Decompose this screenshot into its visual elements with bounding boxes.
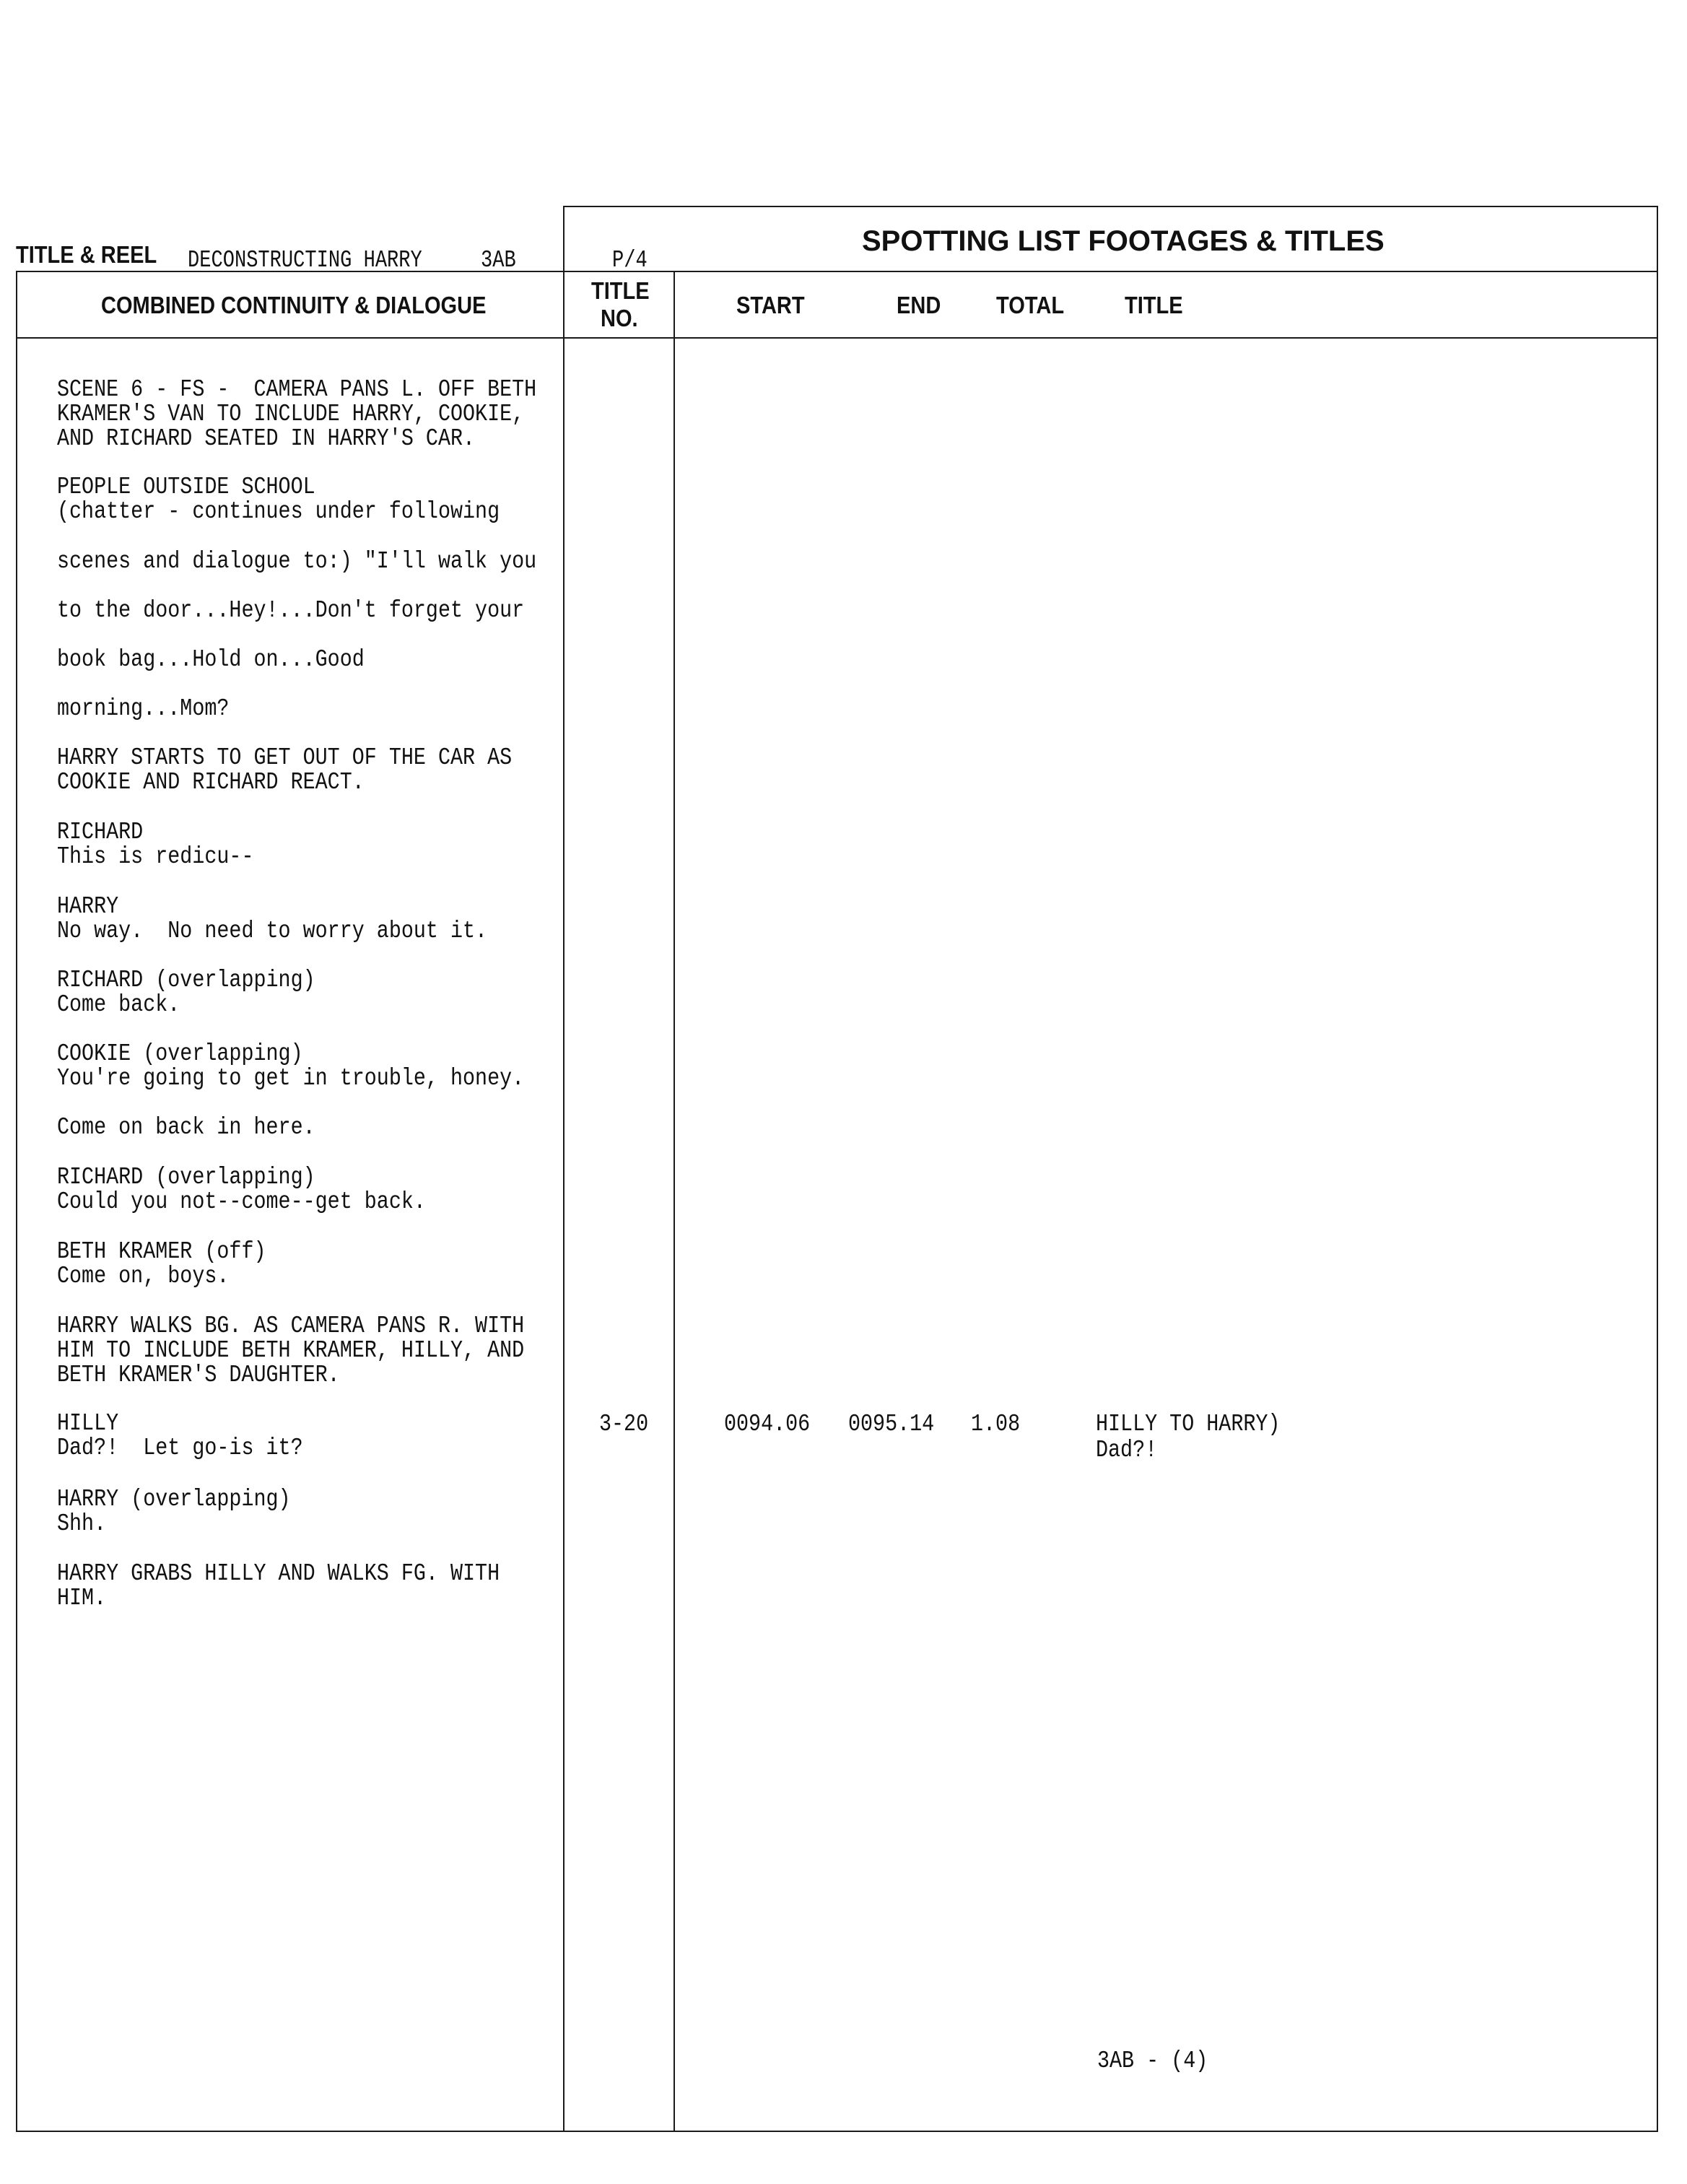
- continuity-block: book bag...Hold on...Good: [57, 646, 365, 673]
- film-title: DECONSTRUCTING HARRY: [188, 247, 422, 274]
- column-header-title: TITLE: [1125, 292, 1183, 318]
- title-no-column-right-border: [674, 271, 675, 2132]
- continuity-block: HARRY No way. No need to worry about it.: [57, 893, 488, 944]
- continuity-block: PEOPLE OUTSIDE SCHOOL (chatter - continues under following: [57, 474, 500, 525]
- spotting-total: 1.08: [971, 1411, 1021, 1437]
- continuity-block: BETH KRAMER (off) Come on, boys.: [57, 1238, 266, 1289]
- column-header-title-no-line2: NO.: [601, 305, 638, 331]
- continuity-block: HARRY WALKS BG. AS CAMERA PANS R. WITH HIM TO INCLUDE BETH KRAMER, HILLY, AND BETH KRAMER'S DAUGHTER.: [57, 1313, 525, 1388]
- spotting-list-heading: SPOTTING LIST FOOTAGES & TITLES: [862, 225, 1385, 257]
- right-border: [1657, 206, 1658, 2132]
- bottom-border: [16, 2131, 1658, 2132]
- continuity-block: SCENE 6 - FS - CAMERA PANS L. OFF BETH KRAMER'S VAN TO INCLUDE HARRY, COOKIE, AND RICHARD SEATED IN HARRY'S CAR.: [57, 376, 537, 452]
- column-header-total: TOTAL: [996, 292, 1065, 318]
- continuity-block: HARRY (overlapping) Shh.: [57, 1486, 291, 1537]
- spotting-title-no: 3-20: [599, 1411, 649, 1437]
- header-box-top-border: [563, 206, 1658, 207]
- reel-code: 3AB: [481, 247, 516, 274]
- column-header-continuity: COMBINED CONTINUITY & DIALOGUE: [101, 292, 487, 318]
- continuity-block: to the door...Hey!...Don't forget your: [57, 597, 525, 624]
- page-footer-code: 3AB - (4): [1097, 2048, 1208, 2074]
- header-row-bottom-border: [16, 337, 1658, 339]
- title-reel-label: TITLE & REEL: [16, 241, 157, 268]
- header-box-left-border: [563, 206, 564, 271]
- title-no-column-left-border: [563, 271, 564, 2132]
- spotting-end: 0095.14: [848, 1411, 935, 1437]
- continuity-block: HARRY STARTS TO GET OUT OF THE CAR AS COOKIE AND RICHARD REACT.: [57, 744, 513, 796]
- continuity-block: scenes and dialogue to:) "I'll walk you: [57, 548, 537, 575]
- continuity-block: HILLY Dad?! Let go-is it?: [57, 1410, 303, 1461]
- column-header-title-no-line1: TITLE: [591, 277, 650, 304]
- spotting-start: 0094.06: [724, 1411, 811, 1437]
- continuity-block: HARRY GRABS HILLY AND WALKS FG. WITH HIM.: [57, 1560, 500, 1611]
- column-header-start: START: [736, 292, 805, 318]
- continuity-block: morning...Mom?: [57, 695, 230, 722]
- column-header-end: END: [897, 292, 941, 318]
- page-number: P/4: [612, 247, 648, 274]
- continuity-block: RICHARD (overlapping) Come back.: [57, 967, 315, 1018]
- continuity-block: COOKIE (overlapping) You're going to get in trouble, honey.: [57, 1040, 525, 1092]
- spotting-title-text: HILLY TO HARRY) Dad?!: [1096, 1411, 1281, 1463]
- continuity-block: RICHARD (overlapping) Could you not--come--get back.: [57, 1164, 426, 1215]
- left-border: [16, 271, 17, 2132]
- continuity-block: Come on back in here.: [57, 1114, 315, 1141]
- continuity-block: RICHARD This is redicu--: [57, 819, 254, 870]
